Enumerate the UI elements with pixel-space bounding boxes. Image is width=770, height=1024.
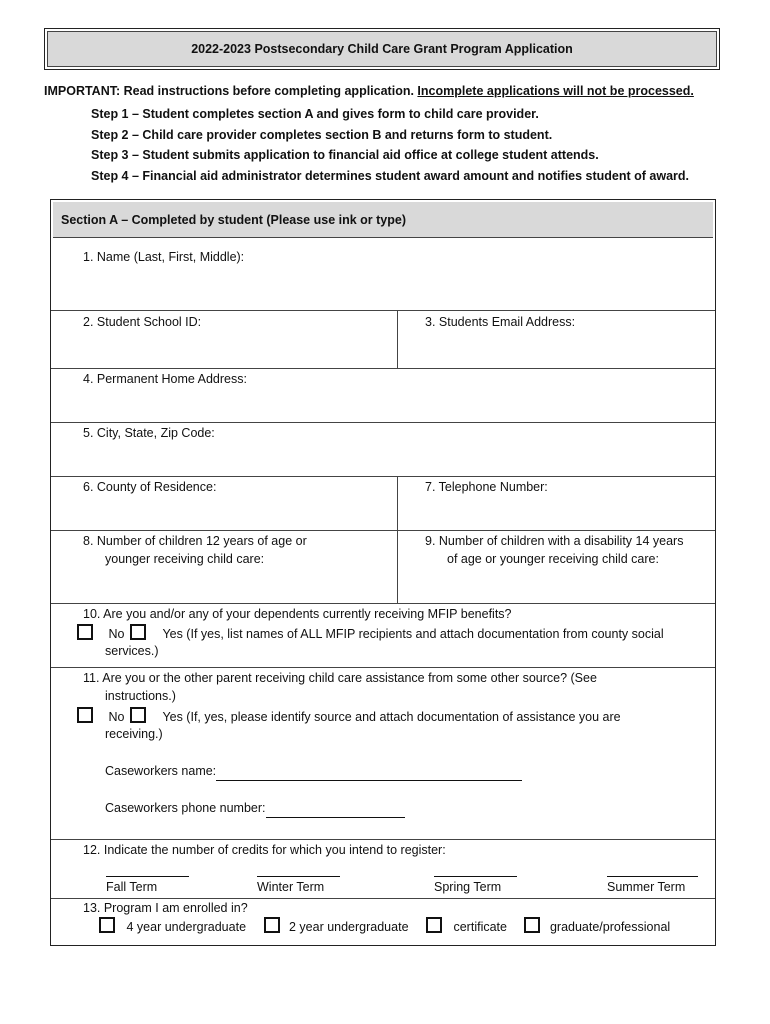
form-title-box <box>44 28 720 70</box>
children-12-field[interactable] <box>83 532 307 568</box>
mfip-question <box>83 605 512 623</box>
mfip-question-text: 10. Are you and/or any of your dependents currently receiving MFIP benefits? <box>83 607 512 621</box>
row-divider <box>51 603 715 604</box>
program-2yr-checkbox[interactable] <box>264 917 280 933</box>
other-assistance-text: 11. Are you or the other parent receiving child care assistance from some other source? (See <box>83 671 597 685</box>
caseworker-phone-label: Caseworkers phone number: <box>105 801 266 815</box>
email-field[interactable] <box>425 313 575 331</box>
step-4: Step 4 – Financial aid administrator determines student award amount and notifies student of award. <box>91 168 690 183</box>
spring-term-line[interactable] <box>434 876 517 877</box>
caseworker-name-line[interactable] <box>216 762 522 781</box>
city-state-zip-field[interactable] <box>83 424 215 442</box>
county-label: 6. County of Residence: <box>83 480 217 494</box>
mfip-continuation: services.) <box>105 644 159 658</box>
section-a <box>50 199 716 946</box>
other-assistance-no-label: No <box>108 710 125 724</box>
email-label: 3. Students Email Address: <box>425 315 576 329</box>
mfip-no-label: No <box>108 627 125 641</box>
caseworker-phone-field[interactable] <box>105 799 405 818</box>
name-field[interactable] <box>83 248 244 266</box>
home-address-field[interactable] <box>83 370 247 388</box>
program-2yr-label: 2 year undergraduate <box>288 920 409 934</box>
steps-list <box>91 104 689 186</box>
home-address-label: 4. Permanent Home Address: <box>83 372 247 386</box>
program-options <box>99 917 670 936</box>
fall-term-label: Fall Term <box>106 880 158 894</box>
mfip-no-checkbox[interactable] <box>77 624 93 640</box>
summer-term-label: Summer Term <box>607 880 686 894</box>
mfip-yes-checkbox[interactable] <box>130 624 146 640</box>
children-12-label-line1: 8. Number of children 12 years of age or <box>83 534 307 548</box>
other-assistance-continuation: receiving.) <box>105 727 163 741</box>
fall-term-line[interactable] <box>106 876 189 877</box>
important-notice <box>44 84 694 98</box>
row-divider <box>51 839 715 840</box>
important-prefix: IMPORTANT: Read instructions before completing application. <box>44 84 414 98</box>
children-disability-label-line2: of age or younger receiving child care: <box>447 552 659 566</box>
caseworker-name-field[interactable] <box>105 762 522 781</box>
children-disability-field[interactable] <box>425 532 683 568</box>
step-3: Step 3 – Student submits application to financial aid office at college student attends. <box>91 148 599 162</box>
program-question: 13. Program I am enrolled in? <box>83 901 248 915</box>
program-4yr-checkbox[interactable] <box>99 917 115 933</box>
children-12-label-line2: younger receiving child care: <box>105 552 265 566</box>
other-assistance-question <box>83 669 597 705</box>
program-graduate-label: graduate/professional <box>549 920 671 934</box>
other-assistance-no-checkbox[interactable] <box>77 707 93 723</box>
step-1: Step 1 – Student completes section A and gives form to child care provider. <box>91 107 539 121</box>
credits-question: 12. Indicate the number of credits for which you intend to register: <box>83 843 446 857</box>
winter-term-label: Winter Term <box>257 880 325 894</box>
step-2: Step 2 – Child care provider completes section B and returns form to student. <box>91 127 553 142</box>
other-assistance-yes-label: Yes (If, yes, please identify source and attach documentation of assistance you are <box>162 710 621 724</box>
section-a-header: Section A – Completed by student (Please use ink or type) <box>53 202 713 238</box>
row-divider <box>51 422 715 423</box>
mfip-options <box>77 624 664 643</box>
row-divider <box>51 310 715 311</box>
column-divider <box>397 476 398 603</box>
form-title: 2022-2023 Postsecondary Child Care Grant Program Application <box>47 31 717 67</box>
row-divider <box>51 667 715 668</box>
school-id-field[interactable] <box>83 313 201 331</box>
city-state-zip-label: 5. City, State, Zip Code: <box>83 426 215 440</box>
row-divider <box>51 368 715 369</box>
county-field[interactable] <box>83 478 216 496</box>
summer-term-line[interactable] <box>607 876 698 877</box>
caseworker-phone-line[interactable] <box>266 799 405 818</box>
telephone-field[interactable] <box>425 478 548 496</box>
name-label: 1. Name (Last, First, Middle): <box>83 250 245 264</box>
spring-term-label: Spring Term <box>434 880 502 894</box>
mfip-yes-label: Yes (If yes, list names of ALL MFIP recipients and attach documentation from county social <box>162 627 664 641</box>
other-assistance-yes-checkbox[interactable] <box>130 707 146 723</box>
winter-term-line[interactable] <box>257 876 340 877</box>
children-disability-label-line1: 9. Number of children with a disability 14 years <box>425 534 684 548</box>
program-graduate-checkbox[interactable] <box>524 917 540 933</box>
other-assistance-options <box>77 707 621 726</box>
row-divider <box>51 530 715 531</box>
program-4yr-label: 4 year undergraduate <box>126 920 247 934</box>
other-assistance-text-2: instructions.) <box>105 689 176 703</box>
row-divider <box>51 476 715 477</box>
telephone-label: 7. Telephone Number: <box>425 480 548 494</box>
important-underlined: Incomplete applications will not be processed. <box>417 84 694 98</box>
caseworker-name-label: Caseworkers name: <box>105 764 217 778</box>
program-certificate-label: certificate <box>453 920 507 934</box>
school-id-label: 2. Student School ID: <box>83 315 202 329</box>
column-divider <box>397 310 398 368</box>
program-certificate-checkbox[interactable] <box>426 917 442 933</box>
